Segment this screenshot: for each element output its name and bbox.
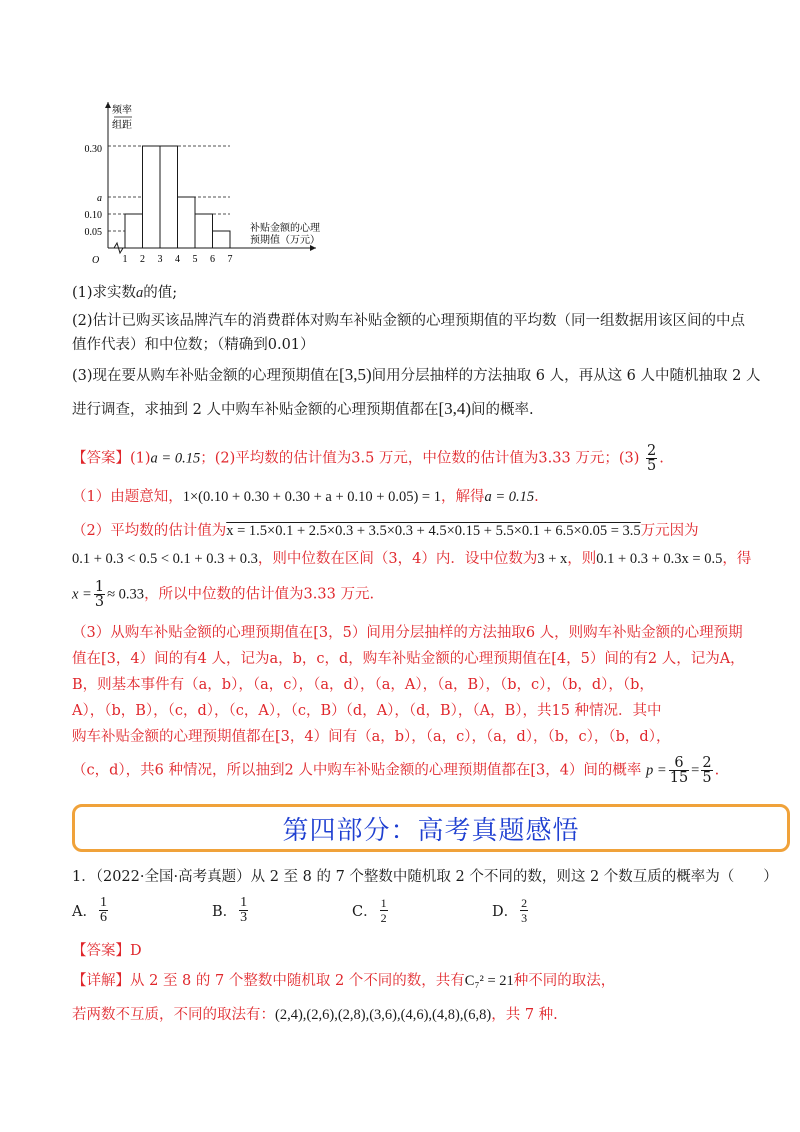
- histogram-figure: [78, 98, 338, 270]
- x-tick-label: 5: [192, 254, 198, 265]
- y-tick-label: a: [97, 193, 102, 204]
- option-c[interactable]: C． $\frac{1}{2}$: [352, 896, 387, 925]
- question-3-line2: 进行调查，求抽到 2 人中购车补贴金额的心理预期值都在[3,4)间的概率.: [72, 399, 534, 418]
- histogram-bar: [143, 146, 161, 248]
- x-tick-label: 7: [227, 254, 233, 265]
- option-a[interactable]: A． $\frac{1}{6}$: [72, 895, 107, 925]
- problem-1-detail-line2: 若两数不互质，不同的取法有：(2,4),(2,6),(2,8),(3,6),(4,6),(4,8),(6,8)，共 7 种.: [72, 1007, 558, 1023]
- solution-3-line3: B，则基本事件有（a，b），（a，c），（a，d），（a，A），（a，B），（b，c），（b，d），（b，: [72, 677, 654, 693]
- xlabel-line1: 补贴金额的心理: [250, 223, 320, 234]
- x-tick-label: 6: [210, 254, 215, 265]
- solution-2-line3: x = $\frac{1}{3}$ ≈ 0.33，所以中位数的估计值为3.33 万元.: [72, 579, 375, 610]
- x-tick-label: 1: [122, 254, 128, 265]
- solution-2-line2: 0.1 + 0.3 < 0.5 < 0.1 + 0.3 + 0.3，则中位数在区间（3，4）内．设中位数为3 + x，则0.1 + 0.3 + 0.3x = 0.5，得: [72, 551, 752, 567]
- y-tick-label: 0.30: [84, 144, 102, 155]
- histogram-bar: [125, 214, 143, 248]
- ylabel-top: 频率: [112, 105, 132, 116]
- section-title: 第四部分：高考真题感悟: [282, 815, 580, 846]
- solution-1: （1）由题意知，1×(0.10 + 0.30 + 0.30 + a + 0.10 + 0.05) = 1，解得a = 0.15.: [72, 489, 539, 505]
- x-tick-label: 2: [140, 254, 145, 265]
- histogram-bar: [178, 197, 196, 248]
- x-tick-label: 4: [175, 254, 180, 265]
- xlabel-line2: 预期值（万元）: [250, 235, 320, 246]
- question-2-line1: (2)估计已购买该品牌汽车的消费群体对购车补贴金额的心理预期值的平均数（同一组数据用该区间的中点: [72, 313, 746, 329]
- option-d[interactable]: D． $\frac{2}{3}$: [492, 896, 528, 925]
- option-b[interactable]: B． $\frac{1}{3}$: [212, 895, 248, 925]
- histogram-bar: [195, 214, 213, 248]
- histogram-bar: [213, 231, 231, 248]
- solution-3-line2: 值在[3，4）间的有4 人，记为a，b，c，d，购车补贴金额的心理预期值在[4，5）间的有2 人，记为A，: [72, 651, 745, 667]
- solution-3-line6: （c，d），共6 种情况，所以抽到2 人中购车补贴金额的心理预期值都在[3，4）间的概率 p = $\frac{6}{15}$ = $\frac{2}{5}$ .: [72, 755, 720, 786]
- y-tick-label: 0.05: [84, 227, 102, 238]
- solution-3-line1: （3）从购车补贴金额的心理预期值在[3，5）间用分层抽样的方法抽取6 人，则购车补贴金额的心理预期: [72, 625, 743, 641]
- problem-1-detail-line1: 【详解】从 2 至 8 的 7 个整数中随机取 2 个不同的数，共有C₇² = 21种不同的取法，: [72, 973, 616, 989]
- question-1: (1)求实数a的值;: [72, 285, 178, 301]
- x-tick-label: 3: [157, 254, 163, 265]
- origin-label: O: [92, 255, 100, 266]
- answer-line: 【答案】(1)a = 0.15；(2)平均数的估计值为3.5 万元，中位数的估计值为3.33 万元；(3) $\frac{2}{5}$ .: [72, 443, 664, 474]
- histogram-chart: [78, 98, 338, 270]
- solution-3-line4: A），（b，B），（c，d），（c，A），（c，B）（d，A），（d，B），（A，B），共15 种情况．其中: [72, 703, 662, 719]
- section-banner: [72, 804, 790, 852]
- y-tick-label: 0.10: [84, 210, 102, 221]
- question-3-line1: (3)现在要从购车补贴金额的心理预期值在[3,5)间用分层抽样的方法抽取 6 人，再从这 6 人中随机抽取 2 人: [72, 365, 761, 384]
- problem-1-stem: 1．（2022·全国·高考真题）从 2 至 8 的 7 个整数中随机取 2 个不同的数，则这 2 个数互质的概率为（ ）: [72, 869, 778, 885]
- question-2-line2: 值作代表）和中位数；（精确到0.01）: [72, 337, 315, 353]
- solution-2-line1: （2）平均数的估计值为x = 1.5×0.1 + 2.5×0.3 + 3.5×0.3 + 4.5×0.15 + 5.5×0.1 + 6.5×0.05 = 3.5万元因为: [72, 523, 699, 539]
- solution-3-line5: 购车补贴金额的心理预期值都在[3，4）间有（a，b），（a，c），（a，d），（b，c），（b，d），: [72, 729, 671, 745]
- histogram-bar: [160, 146, 178, 248]
- problem-1-answer: 【答案】D: [72, 943, 142, 959]
- ylabel-bottom: 组距: [112, 120, 132, 131]
